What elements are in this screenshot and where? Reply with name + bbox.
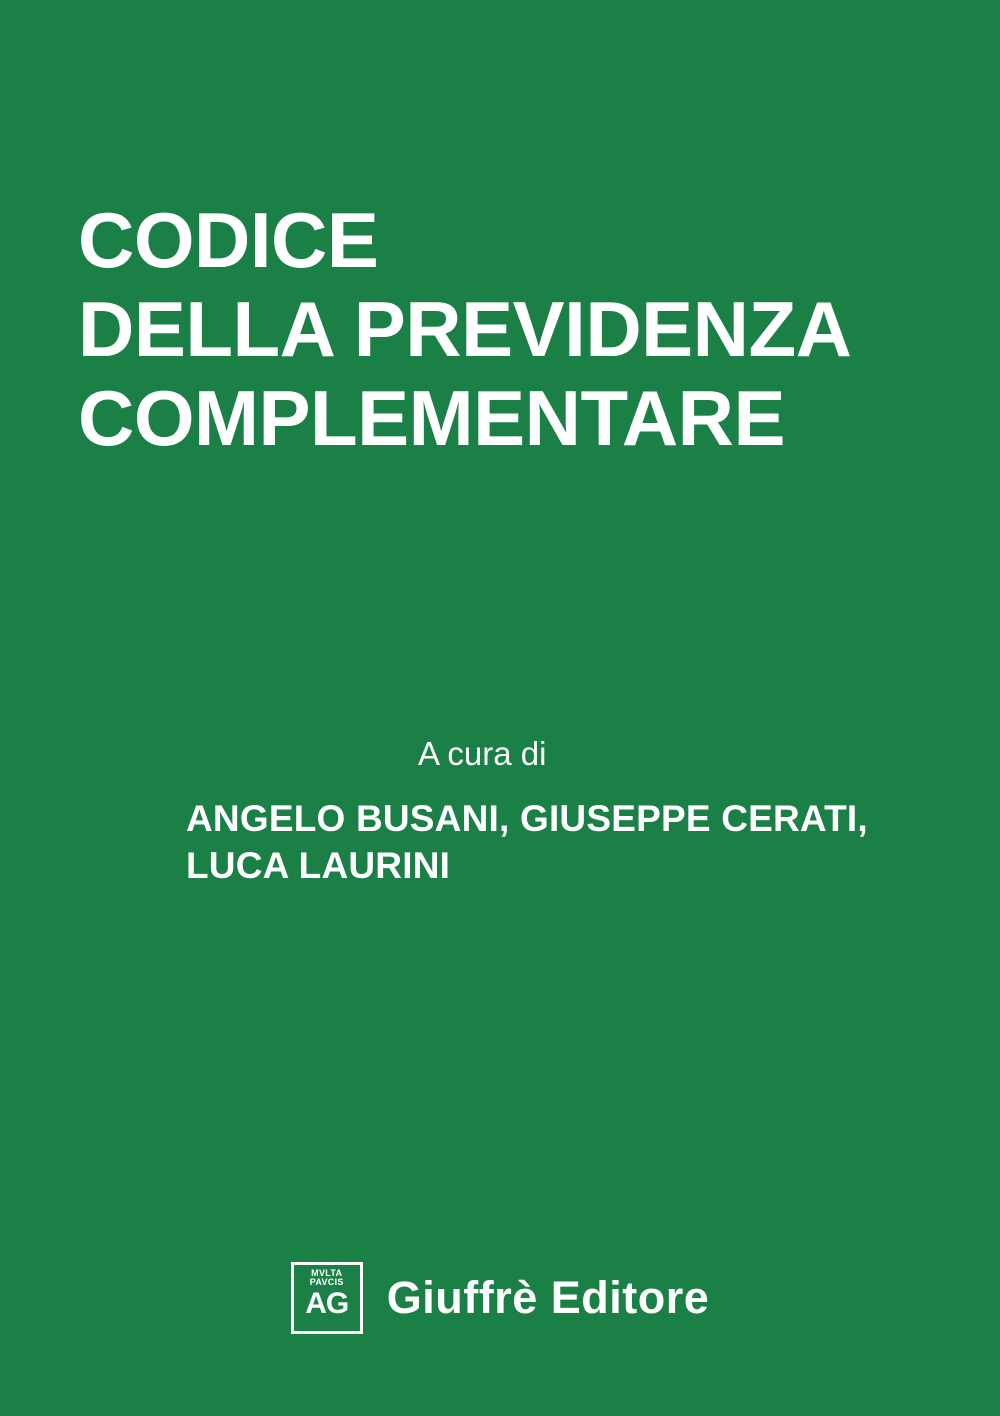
publisher-name: Giuffrè Editore	[386, 1272, 710, 1323]
editor-line-1: ANGELO BUSANI, GIUSEPPE CERATI,	[186, 798, 868, 839]
logo-motto-line-2: PAVCIS	[309, 1277, 344, 1288]
logo-motto-line-1: MVLTA	[311, 1268, 343, 1278]
title-line-1: CODICE	[78, 196, 379, 284]
logo-monogram: AG	[305, 1286, 349, 1320]
title-line-3: COMPLEMENTARE	[78, 373, 786, 462]
editors-block	[186, 735, 946, 890]
editor-line-2: LUCA LAURINI	[186, 845, 451, 887]
title-line-2: DELLA PREVIDENZA	[78, 284, 852, 373]
credit-label: A cura di	[418, 735, 547, 772]
page-title	[78, 196, 928, 463]
giuffre-publisher-logo-icon	[291, 1262, 363, 1334]
publisher-block	[0, 1262, 1000, 1334]
